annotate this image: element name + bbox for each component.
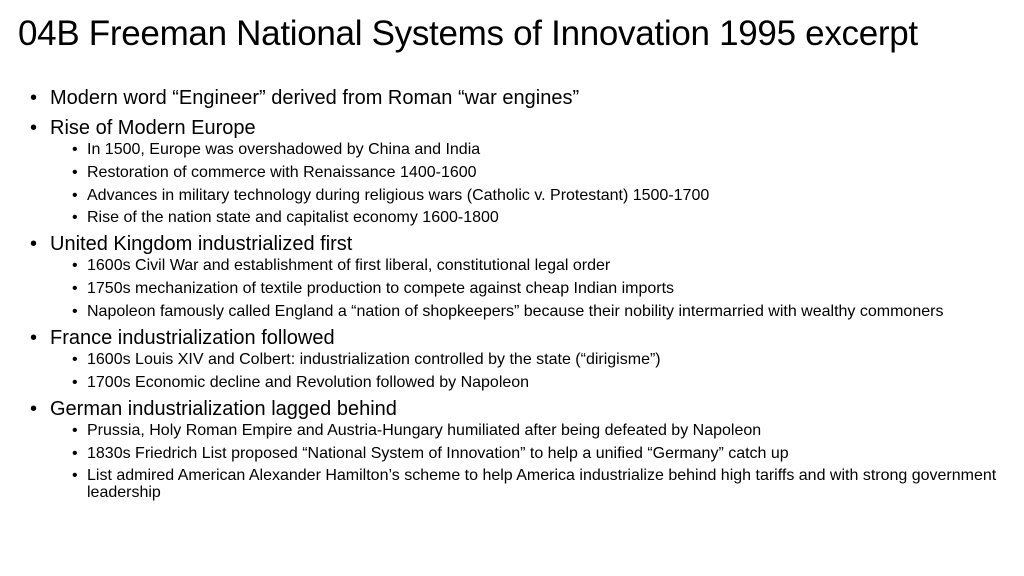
- sub-bullet-dot-icon: •: [72, 373, 78, 391]
- sub-bullet-item: [71, 445, 1008, 462]
- sub-bullet-dot-icon: •: [72, 186, 78, 204]
- sub-bullet-text: 1750s mechanization of textile production to compete against cheap Indian imports: [87, 280, 675, 298]
- bullet-item: [28, 232, 1008, 320]
- sub-bullet-item: [71, 422, 1008, 439]
- sub-bullet-list: [50, 141, 1008, 226]
- sub-bullet-item: [71, 257, 1008, 274]
- bullet-text: Modern word “Engineer” derived from Roman “war engines”: [50, 87, 580, 109]
- sub-bullet-item: [71, 187, 1008, 204]
- bullet-dot-icon: •: [30, 326, 38, 349]
- sub-bullet-list: [50, 422, 1008, 502]
- bullet-item: [28, 86, 1008, 110]
- sub-bullet-dot-icon: •: [72, 467, 78, 485]
- sub-bullet-dot-icon: •: [72, 163, 78, 181]
- sub-bullet-dot-icon: •: [72, 350, 78, 368]
- sub-bullet-dot-icon: •: [72, 257, 78, 275]
- slide-content: [28, 86, 1008, 501]
- sub-bullet-text: Prussia, Holy Roman Empire and Austria-Hungary humiliated after being defeated by Napoleon: [87, 421, 762, 439]
- sub-bullet-text: List admired American Alexander Hamilton’s scheme to help America industrialize behind high tariffs and with strong government leadership: [87, 467, 997, 502]
- sub-bullet-dot-icon: •: [72, 209, 78, 227]
- bullet-dot-icon: •: [30, 87, 38, 109]
- bullet-dot-icon: •: [30, 117, 38, 139]
- sub-bullet-text: Restoration of commerce with Renaissance 1400-1600: [87, 163, 477, 181]
- sub-bullet-list: [50, 351, 1008, 391]
- sub-bullet-dot-icon: •: [72, 444, 78, 462]
- sub-bullet-item: [71, 351, 1008, 368]
- bullet-dot-icon: •: [30, 233, 38, 256]
- sub-bullet-dot-icon: •: [72, 421, 78, 439]
- bullet-dot-icon: •: [30, 397, 38, 420]
- bullet-item: [28, 326, 1008, 391]
- sub-bullet-text: Napoleon famously called England a “nation of shopkeepers” because their nobility intermarried with wealthy commoners: [87, 302, 944, 320]
- sub-bullet-text: 1600s Louis XIV and Colbert: industrialization controlled by the state (“dirigisme”): [87, 350, 661, 368]
- sub-bullet-item: [71, 209, 1008, 226]
- sub-bullet-item: [71, 164, 1008, 181]
- bullet-item: [28, 397, 1008, 502]
- sub-bullet-text: In 1500, Europe was overshadowed by China and India: [87, 141, 481, 158]
- sub-bullet-list: [50, 257, 1008, 320]
- sub-bullet-text: 1700s Economic decline and Revolution followed by Napoleon: [87, 373, 530, 391]
- bullet-text: Rise of Modern Europe: [50, 117, 256, 139]
- sub-bullet-item: [71, 141, 1008, 158]
- sub-bullet-text: 1600s Civil War and establishment of first liberal, constitutional legal order: [87, 257, 611, 275]
- sub-bullet-dot-icon: •: [72, 302, 78, 320]
- bullet-list: [28, 86, 1008, 501]
- sub-bullet-text: 1830s Friedrich List proposed “National System of Innovation” to help a unified “Germany” catch up: [87, 444, 789, 462]
- slide-title: 04B Freeman National Systems of Innovation 1995 excerpt: [18, 14, 918, 53]
- bullet-text: France industrialization followed: [50, 326, 335, 349]
- sub-bullet-item: [71, 280, 1008, 297]
- bullet-text: United Kingdom industrialized first: [50, 233, 353, 256]
- sub-bullet-item: [71, 467, 1008, 501]
- sub-bullet-text: Rise of the nation state and capitalist economy 1600-1800: [87, 209, 499, 227]
- bullet-text: German industrialization lagged behind: [50, 397, 397, 420]
- bullet-item: [28, 116, 1008, 226]
- sub-bullet-dot-icon: •: [72, 280, 78, 298]
- sub-bullet-item: [71, 303, 1008, 320]
- sub-bullet-text: Advances in military technology during religious wars (Catholic v. Protestant) 1500-1700: [87, 186, 710, 204]
- sub-bullet-dot-icon: •: [72, 141, 78, 158]
- sub-bullet-item: [71, 374, 1008, 391]
